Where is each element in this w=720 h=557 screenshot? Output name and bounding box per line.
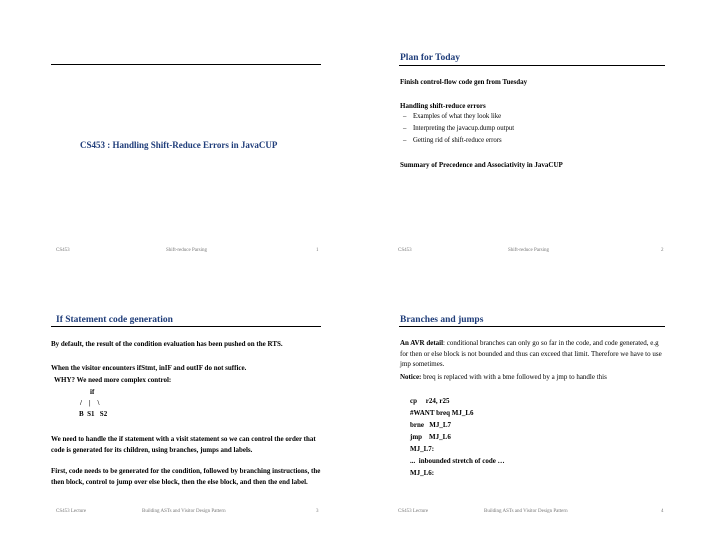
code-line: jmp MJ_L6 xyxy=(410,433,451,441)
code-line: brne MJ_L7 xyxy=(410,421,452,429)
tree-branches: / | \ xyxy=(80,399,100,407)
footer-left: CS453 Lecture xyxy=(56,509,87,514)
plan-item: Finish control-flow code gen from Tuesday xyxy=(400,78,528,86)
slide-1 xyxy=(0,0,360,278)
body-text: WHY? We need more complex control: xyxy=(54,376,172,384)
body-paragraph xyxy=(400,372,668,383)
body-text: When the visitor encounters ifStmt, inIF and outIF do not suffice. xyxy=(51,364,247,372)
page-number: 2 xyxy=(661,248,664,253)
footer-center: Shift-reduce Parsing xyxy=(508,248,549,253)
notice-label: Notice: xyxy=(400,373,422,381)
body-text: By default, the result of the condition evaluation has been pushed on the RTS. xyxy=(51,340,283,348)
code-line: cp r24, r25 xyxy=(410,397,450,405)
title-rule xyxy=(51,326,321,327)
slide-title: CS453 : Handling Shift-Reduce Errors in JavaCUP xyxy=(80,140,278,150)
body-paragraph: First, code needs to be generated for the condition, followed by branching instructions, the then block, control to jump over else block, then the else block, and then the end label. xyxy=(51,467,321,486)
slide-title: If Statement code generation xyxy=(56,315,173,325)
page-number: 1 xyxy=(316,248,319,253)
page-number: 4 xyxy=(661,509,664,514)
avr-label: An AVR detail xyxy=(400,339,444,347)
code-line: MJ_L7: xyxy=(410,445,435,453)
plan-item: Summary of Precedence and Associativity in JavaCUP xyxy=(400,161,563,169)
footer-center: Building ASTs and Visitor Design Pattern xyxy=(484,509,568,514)
plan-subitem: – Getting rid of shift-reduce errors xyxy=(403,137,502,144)
avr-text: : conditional branches can only go so far in the code, and code generated, e.g for then or else block is not bounded and thus can exceed that limit. Therefore we have to use jmp sometimes. xyxy=(400,339,662,368)
plan-item: Handling shift-reduce errors xyxy=(400,102,486,110)
tree-root: if xyxy=(90,388,95,396)
notice-text: breq is replaced with with a bme followed by a jmp to handle this xyxy=(421,373,607,381)
footer-left: CS453 Lecture xyxy=(398,509,429,514)
slide-title: Plan for Today xyxy=(400,53,461,63)
code-line: #WANT breq MJ_L6 xyxy=(410,409,474,417)
slide-2 xyxy=(360,0,720,278)
title-rule xyxy=(51,64,321,65)
page-number: 3 xyxy=(316,509,319,514)
code-line: ... inbounded stretch of code … xyxy=(410,457,505,465)
tree-leaves: B S1 S2 xyxy=(79,410,108,418)
plan-subitem: – Interpreting the javacup.dump output xyxy=(403,125,515,132)
footer-left: CS453 xyxy=(56,248,70,253)
slide-3 xyxy=(0,279,360,557)
slide-title: Branches and jumps xyxy=(400,315,484,325)
body-paragraph: We need to handle the if statement with a visit statement so we can control the order that code is generated for its children, using branches, jumps and labels. xyxy=(51,435,316,454)
plan-subitem: – Examples of what they look like xyxy=(403,113,502,120)
title-rule xyxy=(399,326,665,327)
footer-center: Building ASTs and Visitor Design Pattern xyxy=(142,509,226,514)
code-line: MJ_L6: xyxy=(410,469,435,477)
footer-left: CS453 xyxy=(398,248,412,253)
body-paragraph xyxy=(400,338,668,370)
slide-4 xyxy=(360,279,720,557)
title-rule xyxy=(399,65,665,66)
footer-center: Shift-reduce Parsing xyxy=(166,248,207,253)
